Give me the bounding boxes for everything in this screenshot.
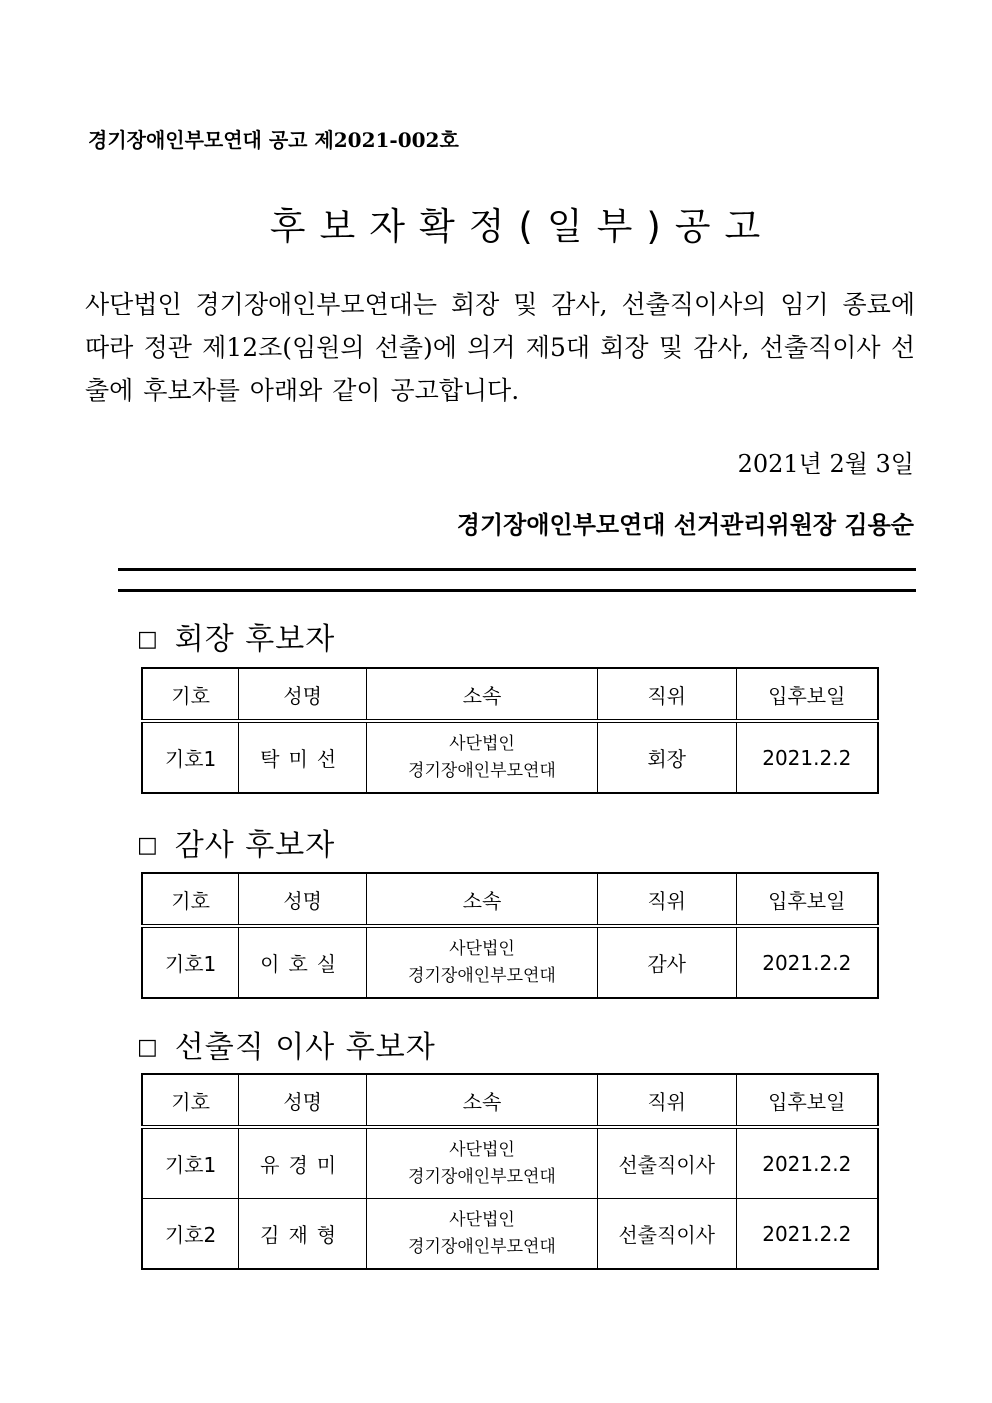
affiliation-line1: 사단법인 xyxy=(449,938,515,959)
affiliation-line1: 사단법인 xyxy=(449,1209,515,1230)
announcement-body: 사단법인 경기장애인부모연대는 회장 및 감사, 선출직이사의 임기 종료에 따라 정관 제12조(임원의 선출)에 의거 제5대 회장 및 감사, 선출직이사 선출에 후보자를 아래와 같이 공고합니다. xyxy=(85,290,915,405)
section-label: 선출직 이사 후보자 xyxy=(174,1030,436,1065)
cell-date: 2021.2.2 xyxy=(736,721,878,793)
cell-date: 2021.2.2 xyxy=(736,926,878,998)
affiliation-line2: 경기장애인부모연대 xyxy=(408,965,556,986)
col-header-number: 기호 xyxy=(142,668,239,721)
double-line-separator xyxy=(118,568,916,592)
col-header-name: 성명 xyxy=(239,668,367,721)
col-header-date: 입후보일 xyxy=(736,873,878,926)
checkbox-square-icon: □ xyxy=(137,627,159,652)
announcement-date: 2021년 2월 3일 xyxy=(737,450,914,478)
col-header-number: 기호 xyxy=(142,1074,239,1127)
col-header-name: 성명 xyxy=(239,873,367,926)
cell-affiliation xyxy=(367,1127,598,1199)
cell-name: 유경미 xyxy=(239,1127,367,1199)
cell-name: 탁미선 xyxy=(239,721,367,793)
cell-number: 기호1 xyxy=(142,721,239,793)
section-label: 회장 후보자 xyxy=(174,622,336,657)
col-header-date: 입후보일 xyxy=(736,668,878,721)
col-header-number: 기호 xyxy=(142,873,239,926)
col-header-position: 직위 xyxy=(597,873,736,926)
auditor-candidates-table xyxy=(141,872,879,999)
notice-number: 경기장애인부모연대 공고 제2021-002호 xyxy=(88,128,459,152)
affiliation-line2: 경기장애인부모연대 xyxy=(408,760,556,781)
cell-affiliation xyxy=(367,721,598,793)
cell-number: 기호1 xyxy=(142,926,239,998)
cell-date: 2021.2.2 xyxy=(736,1199,878,1270)
table-header-row xyxy=(142,1074,878,1127)
cell-affiliation xyxy=(367,926,598,998)
cell-date: 2021.2.2 xyxy=(736,1127,878,1199)
col-header-name: 성명 xyxy=(239,1074,367,1127)
section-label: 감사 후보자 xyxy=(174,828,336,863)
col-header-affiliation: 소속 xyxy=(367,873,598,926)
signer: 경기장애인부모연대 선거관리위원장 김용순 xyxy=(456,510,914,539)
cell-name: 이호실 xyxy=(239,926,367,998)
cell-position: 회장 xyxy=(597,721,736,793)
col-header-date: 입후보일 xyxy=(736,1074,878,1127)
cell-affiliation xyxy=(367,1199,598,1270)
table-header-row xyxy=(142,873,878,926)
cell-position: 감사 xyxy=(597,926,736,998)
table-row xyxy=(142,1199,878,1270)
document-title: 후보자확정(일부)공고 xyxy=(269,205,775,248)
section-title-director xyxy=(137,1022,436,1066)
affiliation-line1: 사단법인 xyxy=(449,733,515,754)
checkbox-square-icon: □ xyxy=(137,833,159,858)
table-header-row xyxy=(142,668,878,721)
cell-name: 김재형 xyxy=(239,1199,367,1270)
col-header-affiliation: 소속 xyxy=(367,1074,598,1127)
cell-number: 기호2 xyxy=(142,1199,239,1270)
col-header-position: 직위 xyxy=(597,668,736,721)
col-header-position: 직위 xyxy=(597,1074,736,1127)
affiliation-line1: 사단법인 xyxy=(449,1139,515,1160)
checkbox-square-icon: □ xyxy=(137,1035,159,1060)
president-candidates-table xyxy=(141,667,879,794)
cell-position: 선출직이사 xyxy=(597,1127,736,1199)
director-candidates-table xyxy=(141,1073,879,1270)
section-title-auditor xyxy=(137,820,335,864)
cell-number: 기호1 xyxy=(142,1127,239,1199)
affiliation-line2: 경기장애인부모연대 xyxy=(408,1166,556,1187)
affiliation-line2: 경기장애인부모연대 xyxy=(408,1236,556,1257)
col-header-affiliation: 소속 xyxy=(367,668,598,721)
table-row xyxy=(142,1127,878,1199)
table-row xyxy=(142,721,878,793)
section-title-president xyxy=(137,614,335,658)
table-row xyxy=(142,926,878,998)
cell-position: 선출직이사 xyxy=(597,1199,736,1270)
